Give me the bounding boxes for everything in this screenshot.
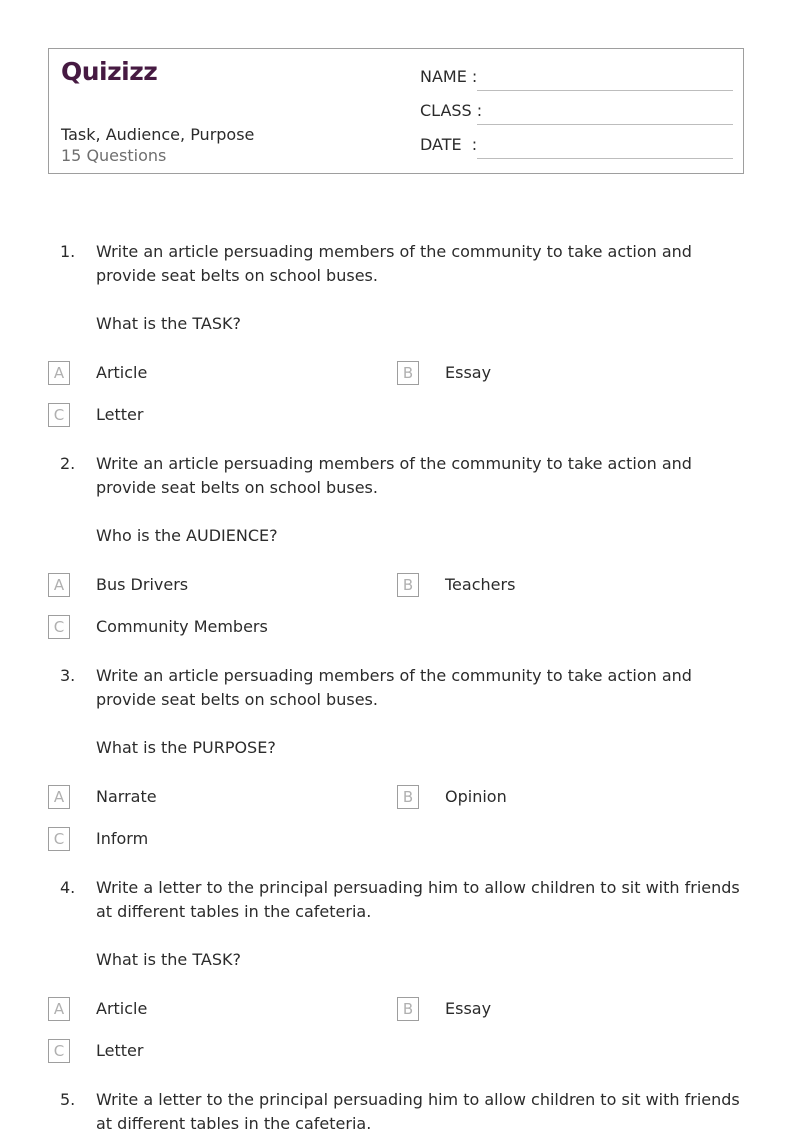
question-3-option-c-text: Inform (96, 829, 149, 848)
question-4-option-a-box[interactable]: A (48, 997, 70, 1021)
question-4-option-c-text: Letter (96, 1041, 144, 1060)
question-5-number: 5. (60, 1090, 76, 1109)
question-1-number: 1. (60, 242, 76, 261)
question-1-option-b-box[interactable]: B (397, 361, 419, 385)
class-field[interactable] (420, 101, 733, 125)
question-1-option-c-box[interactable]: C (48, 403, 70, 427)
question-1-option-b-text: Essay (445, 363, 492, 382)
question-2-number: 2. (60, 454, 76, 473)
question-3-prompt: What is the PURPOSE? (96, 738, 276, 757)
question-2-option-b-box[interactable]: B (397, 573, 419, 597)
question-4-option-a-text: Article (96, 999, 148, 1018)
question-1-option-a-box[interactable]: A (48, 361, 70, 385)
question-2-option-b-text: Teachers (445, 575, 516, 594)
name-line[interactable] (477, 90, 733, 91)
question-1-option-a-text: Article (96, 363, 148, 382)
question-2-text: Write an article persuading members of the community to take action and provide seat belts on school buses. (96, 454, 692, 497)
question-4-option-c-box[interactable]: C (48, 1039, 70, 1063)
question-1-prompt: What is the TASK? (96, 314, 241, 333)
question-3-option-b-text: Opinion (445, 787, 507, 806)
question-4-option-b-box[interactable]: B (397, 997, 419, 1021)
name-field[interactable] (420, 67, 733, 91)
date-line[interactable] (477, 158, 733, 159)
question-5-text: Write a letter to the principal persuading him to allow children to sit with friends at different tables in the cafeteria. (96, 1090, 740, 1133)
question-4-prompt: What is the TASK? (96, 950, 241, 969)
date-label: DATE : (420, 135, 478, 154)
question-2-option-a-text: Bus Drivers (96, 575, 189, 594)
worksheet-title: Task, Audience, Purpose (61, 125, 255, 144)
date-field[interactable] (420, 135, 733, 159)
question-3-number: 3. (60, 666, 76, 685)
question-3-option-a-text: Narrate (96, 787, 157, 806)
question-2-prompt: Who is the AUDIENCE? (96, 526, 278, 545)
question-1-text: Write an article persuading members of the community to take action and provide seat belts on school buses. (96, 242, 692, 285)
question-2-option-c-text: Community Members (96, 617, 268, 636)
question-2-option-a-box[interactable]: A (48, 573, 70, 597)
question-3-option-b-box[interactable]: B (397, 785, 419, 809)
question-4-text: Write a letter to the principal persuading him to allow children to sit with friends at different tables in the cafeteria. (96, 878, 740, 921)
question-count: 15 Questions (61, 146, 167, 165)
question-4-number: 4. (60, 878, 76, 897)
class-line[interactable] (477, 124, 733, 125)
question-3-text: Write an article persuading members of the community to take action and provide seat belts on school buses. (96, 666, 692, 709)
quizizz-logo: Quizizz (61, 57, 158, 86)
name-label: NAME : (420, 67, 478, 86)
question-4-option-b-text: Essay (445, 999, 492, 1018)
question-3-option-c-box[interactable]: C (48, 827, 70, 851)
question-1-option-c-text: Letter (96, 405, 144, 424)
question-2-option-c-box[interactable]: C (48, 615, 70, 639)
question-3-option-a-box[interactable]: A (48, 785, 70, 809)
class-label: CLASS : (420, 101, 483, 120)
worksheet-header (48, 48, 744, 174)
